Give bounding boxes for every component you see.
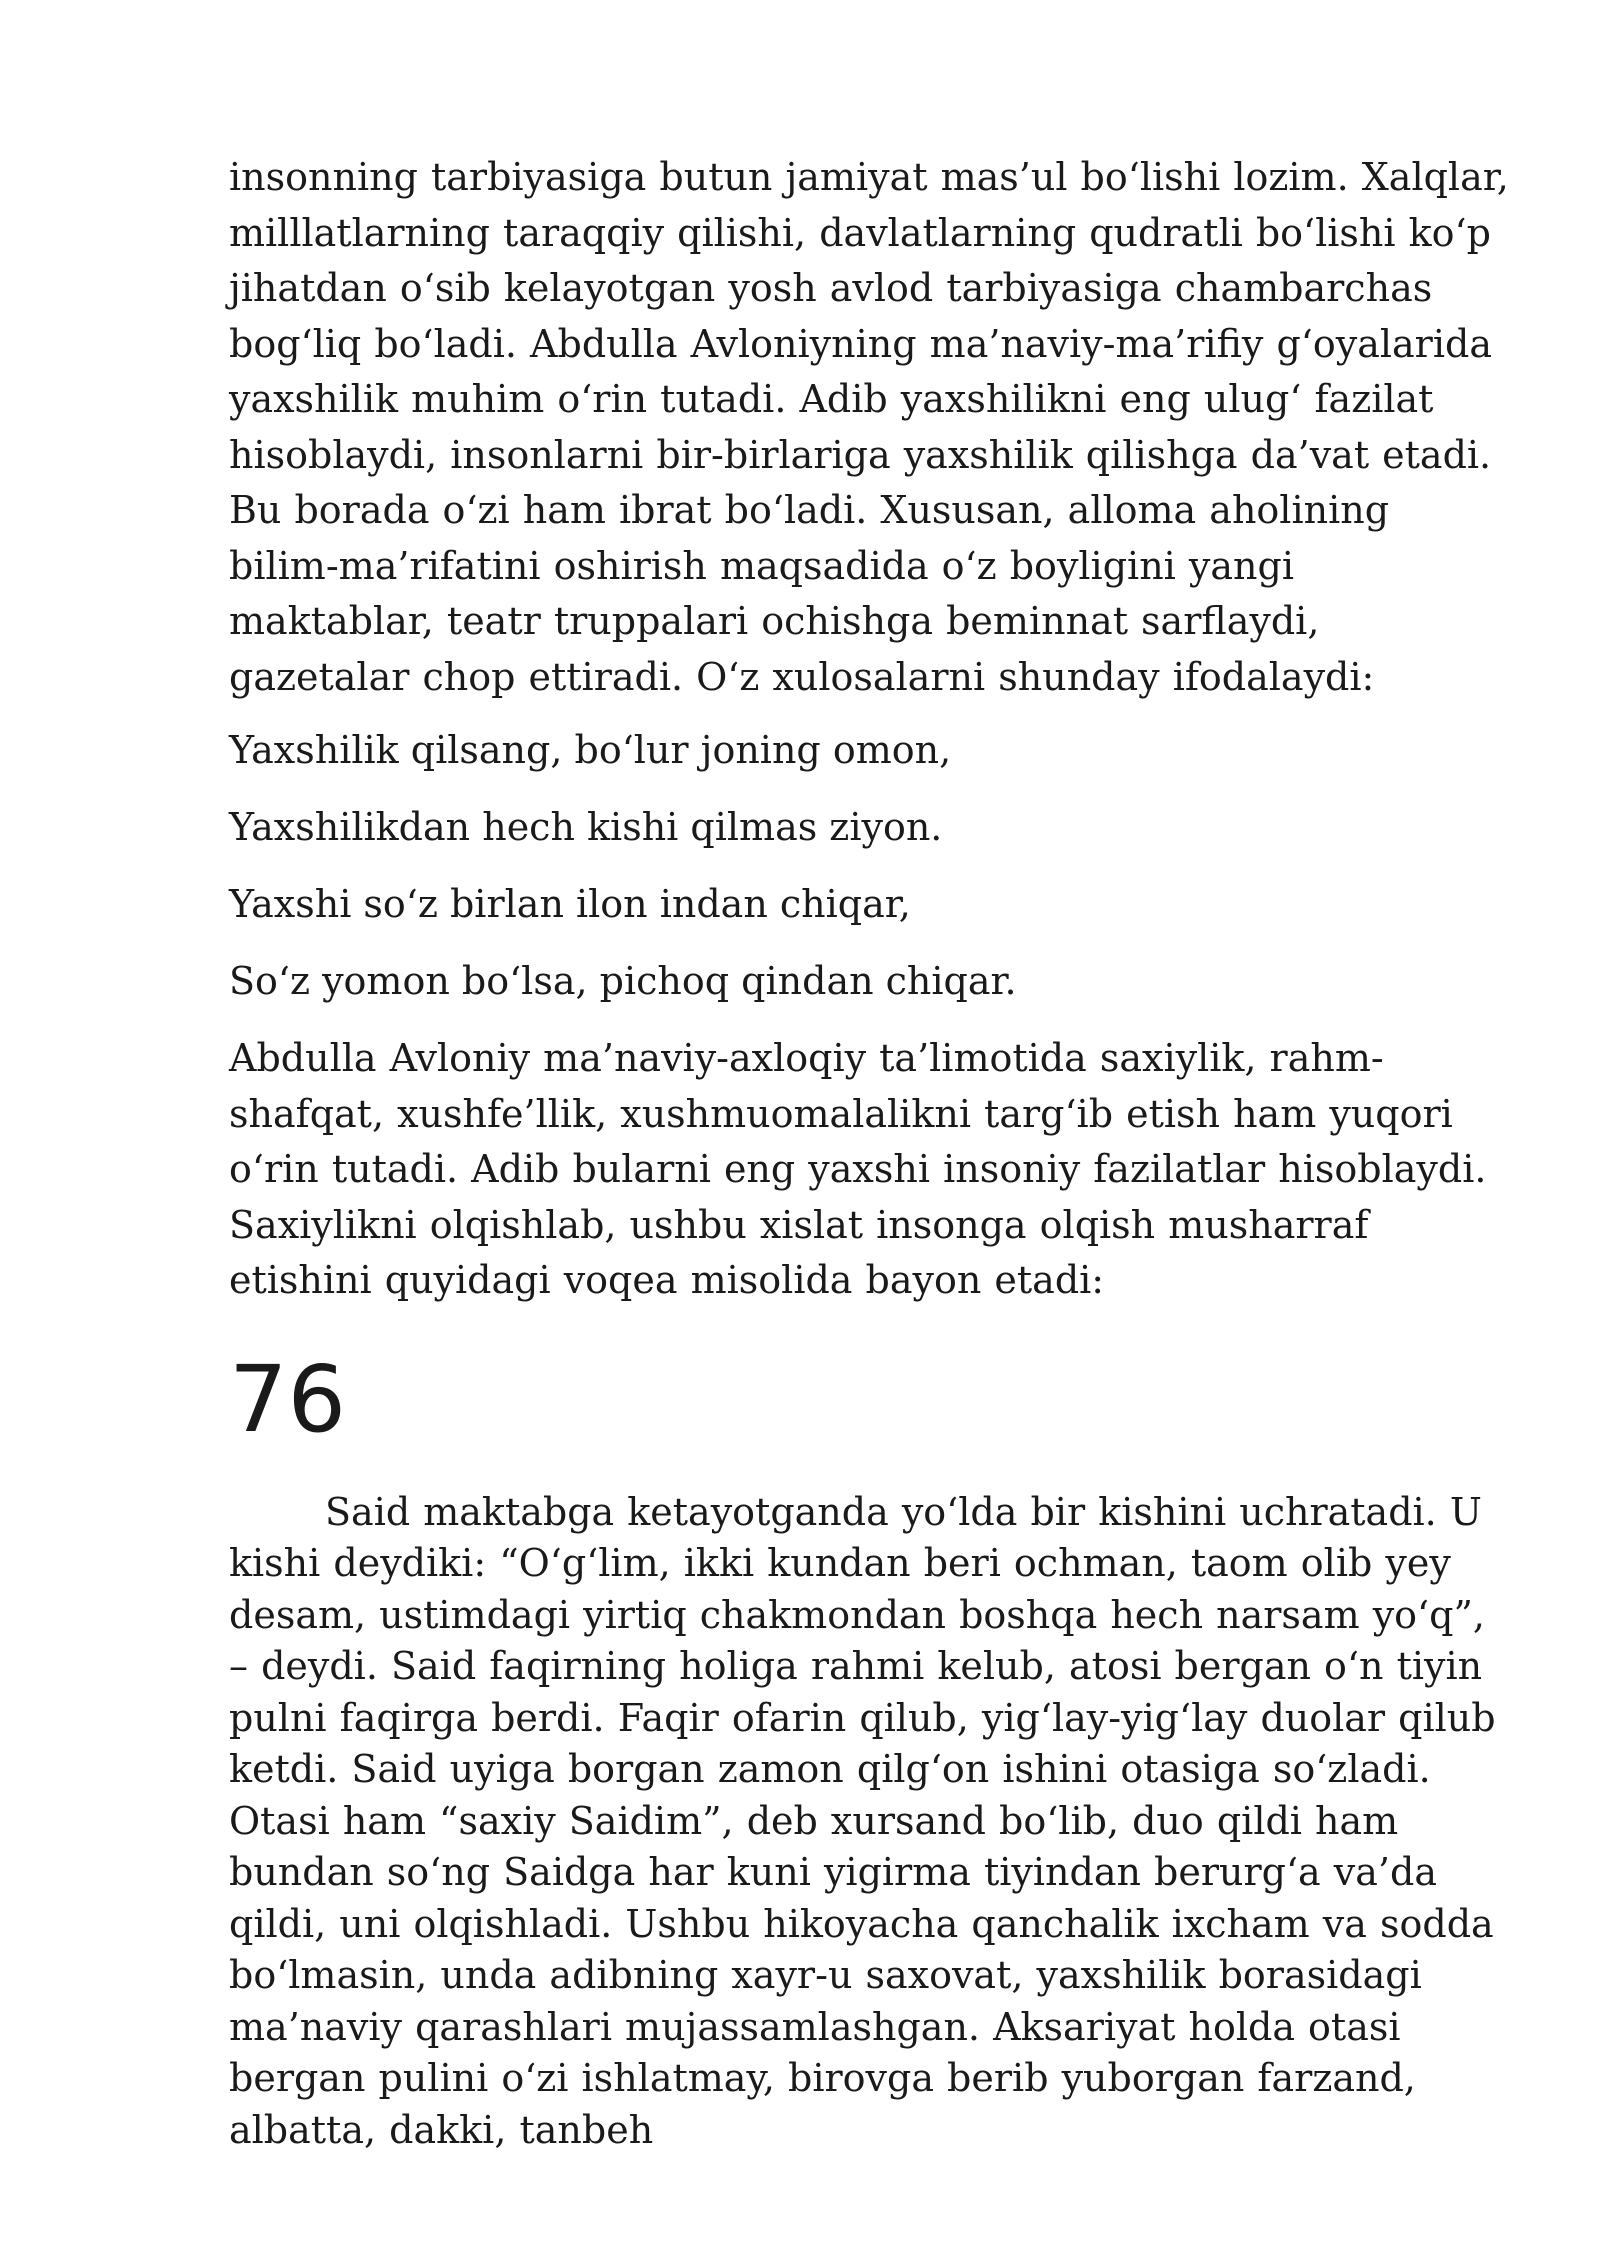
spacer <box>229 855 1509 877</box>
verse-line-1: Yaxshilik qilsang, bo‘lur joning omon, <box>229 728 952 772</box>
spacer <box>229 1455 1509 1487</box>
verse-line-3: Yaxshi so‘z birlan ilon indan chiqar, <box>229 882 911 926</box>
verse-line-2: Yaxshilikdan hech kishi qilmas ziyon. <box>229 805 943 849</box>
spacer <box>229 778 1509 800</box>
spacer <box>229 1009 1509 1031</box>
verse-line-4: So‘z yomon bo‘lsa, pichoq qindan chiqar. <box>229 959 1017 1003</box>
spacer <box>229 705 1509 723</box>
spacer <box>229 1309 1509 1345</box>
verse-block <box>229 723 1509 1009</box>
spacer <box>229 932 1509 954</box>
page-number: 76 <box>229 1345 347 1453</box>
paragraph-story: Said maktabga ketayotganda yo‘lda bir kishini uchratadi. U kishi deydiki: “O‘g‘lim, ikki kundan beri ochman, taom olib yey desam, ustimdagi yirtiq chakmondan boshqa hech narsam yo‘q”, – deydi. Said faqirning holiga rahmi kelub, atosi bergan o‘n tiyin pulni faqirga berdi. Faqir ofarin qilub, yig‘lay-yig‘lay duolar qilub ketdi. Said uyiga borgan zamon qilg‘on ishini otasiga so‘zladi. Otasi ham “saxiy Saidim”, deb xursand bo‘lib, duo qildi ham bundan so‘ng Saidga har kuni yigirma tiyindan berurg‘a va’da qildi, uni olqishladi. Ushbu hikoyacha qanchalik ixcham va sodda bo‘lmasin, unda adibning xayr-u saxovat, yaxshilik borasidagi ma’naviy qarashlari mujassamlashgan. Aksariyat holda otasi bergan pulini o‘zi ishlatmay, birovga berib yuborgan farzand, albatta, dakki, tanbeh <box>229 1489 1496 2152</box>
document-page <box>229 150 1509 2156</box>
paragraph-intro: insonning tarbiyasiga butun jamiyat mas’ul bo‘lishi lozim. Xalqlar, milllatlarning taraqqiy qilishi, davlatlarning qudratli bo‘lishi ko‘p jihatdan o‘sib kelayotgan yosh avlod tarbiyasiga chambarchas bog‘liq bo‘ladi. Abdulla Avloniyning ma’naviy-ma’rifiy g‘oyalarida yaxshilik muhim o‘rin tutadi. Adib yaxshilikni eng ulug‘ fazilat hisoblaydi, insonlarni bir-birlariga yaxshilik qilishga da’vat etadi. Bu borada o‘zi ham ibrat bo‘ladi. Xususan, alloma aholining bilim-ma’rifatini oshirish maqsadida o‘z boyligini yangi maktablar, teatr truppalari ochishga beminnat sarflaydi, gazetalar chop ettiradi. O‘z xulosalarni shunday ifodalaydi: <box>229 155 1509 699</box>
paragraph-after-verse: Abdulla Avloniy ma’naviy-axloqiy ta’limotida saxiylik, rahm-shafqat, xushfe’llik, xushmuomalalikni targ‘ib etish ham yuqori o‘rin tutadi. Adib bularni eng yaxshi insoniy fazilatlar hisoblaydi. Saxiylikni olqishlab, ushbu xislat insonga olqish musharraf etishini quyidagi voqea misolida bayon etadi: <box>229 1036 1487 1302</box>
